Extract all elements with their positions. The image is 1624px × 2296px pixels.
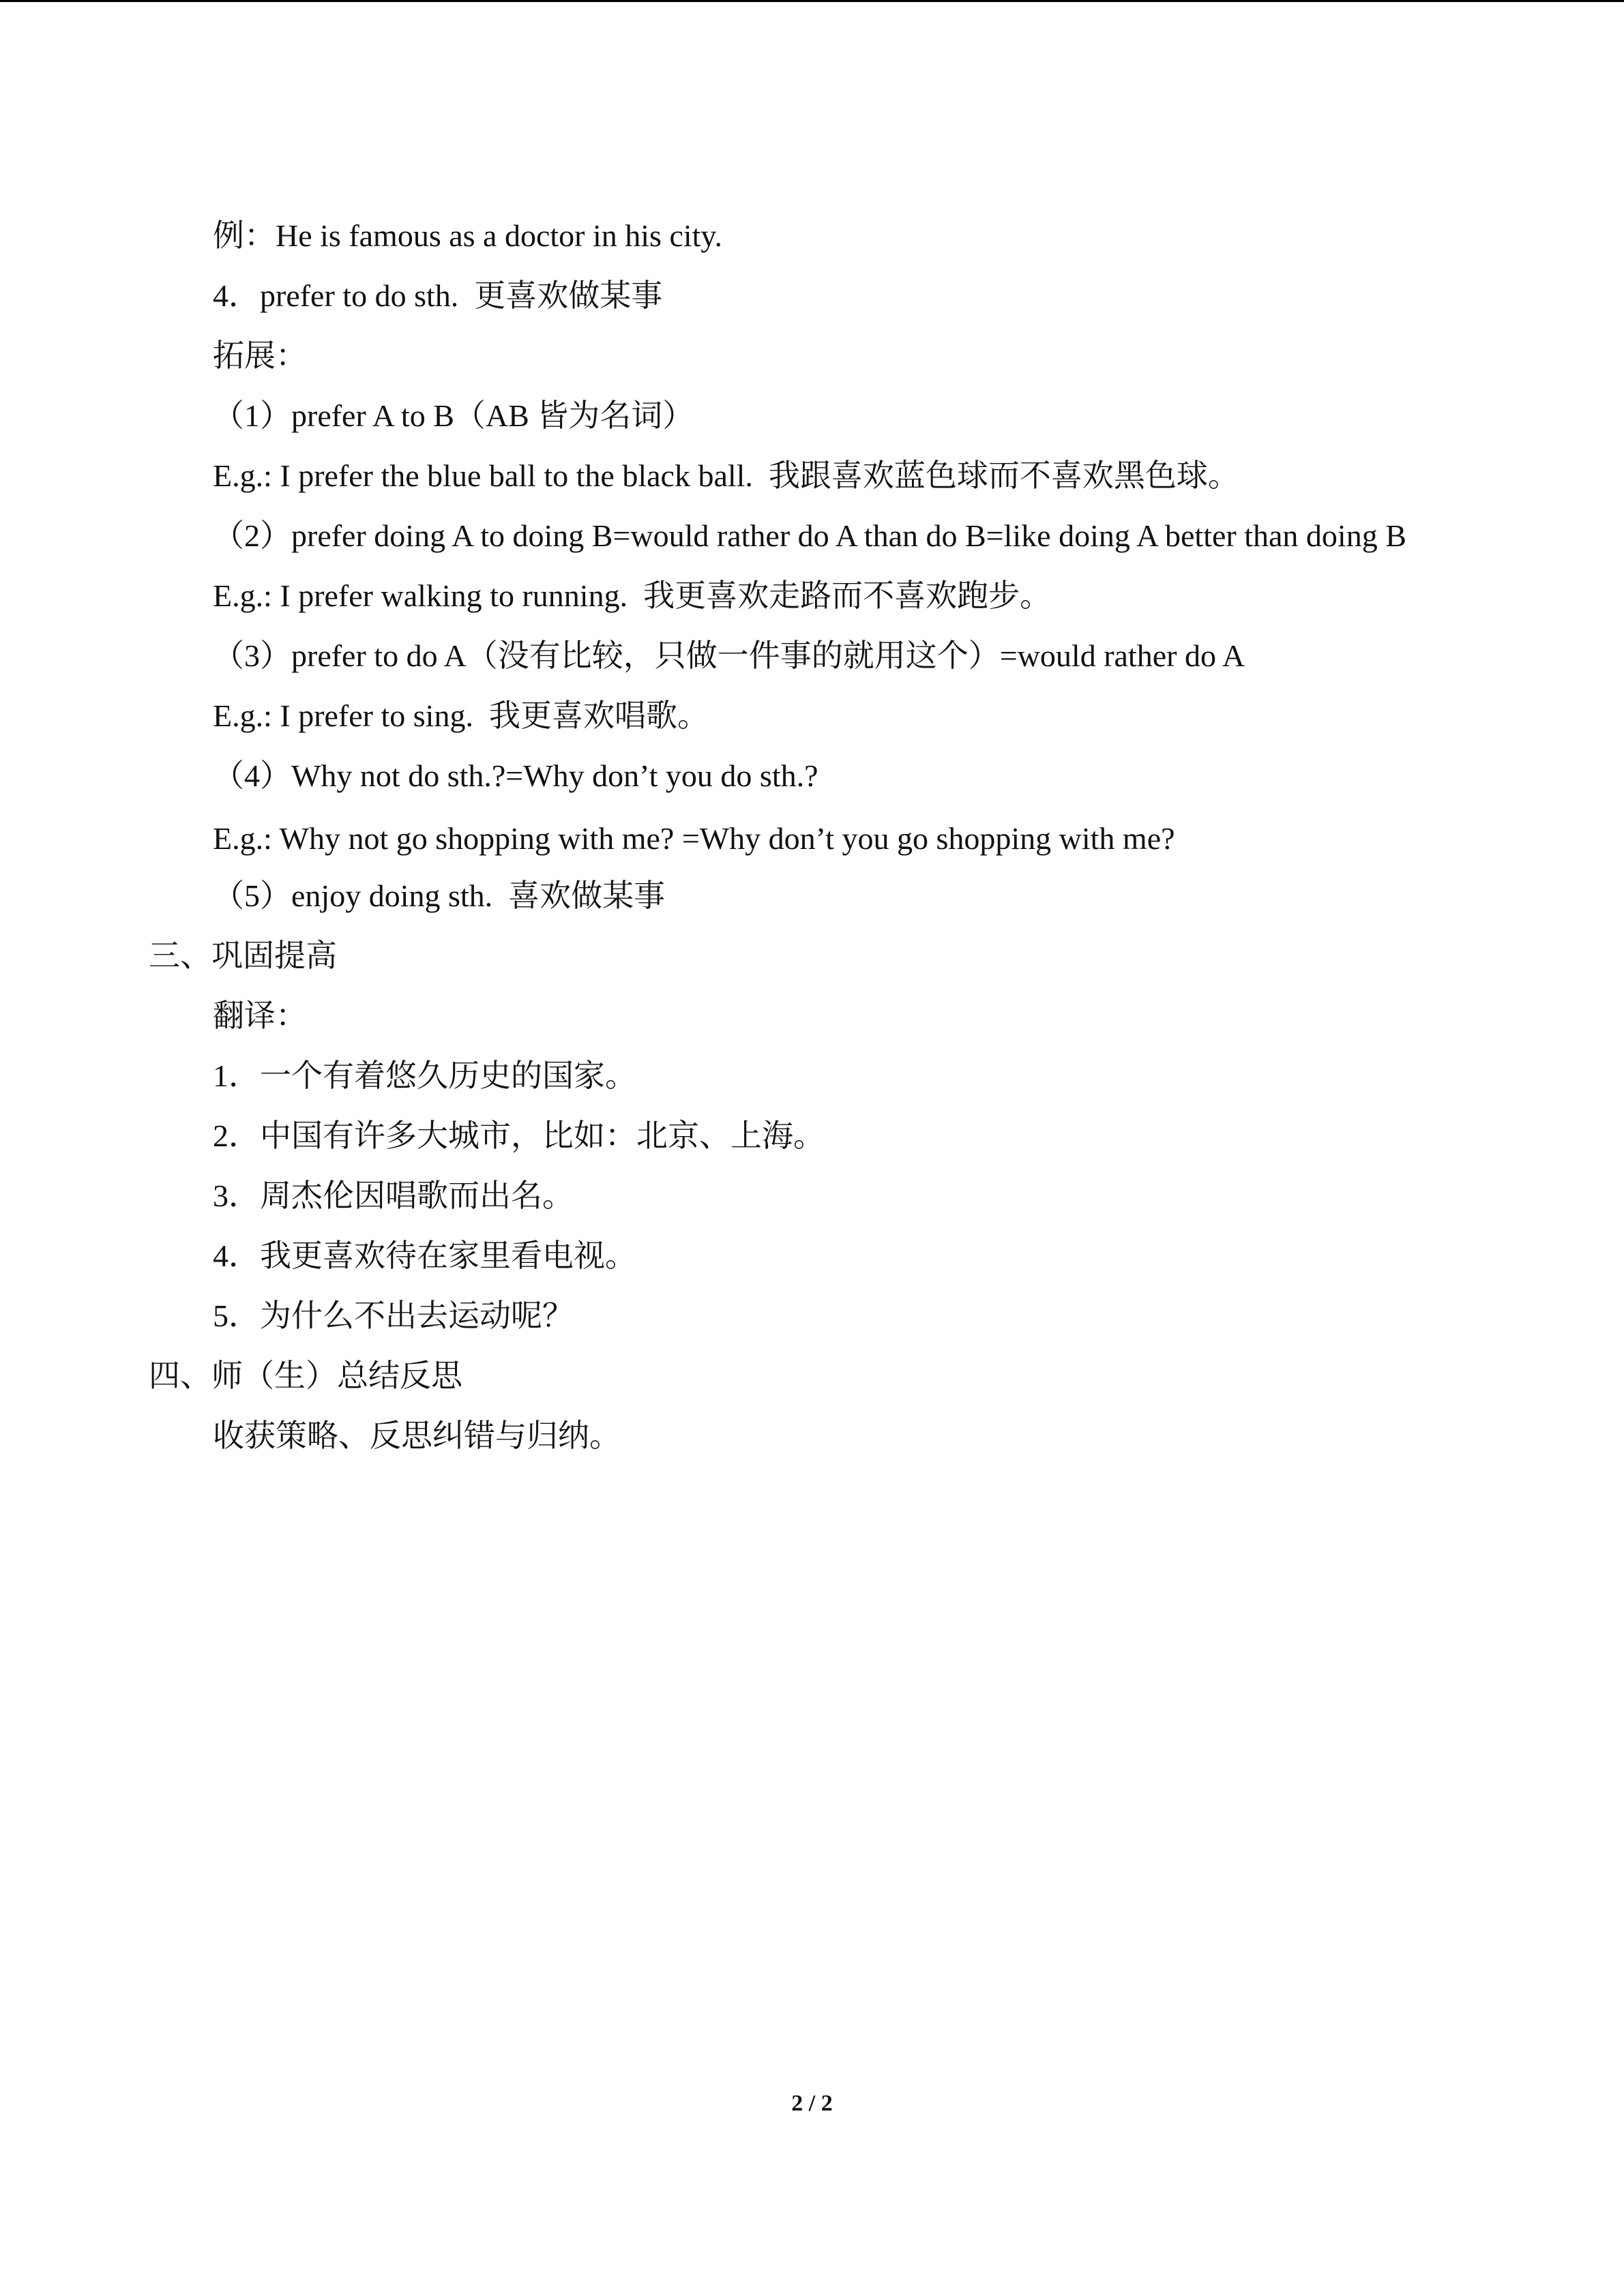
item-4-prefer-to-do: 4．prefer to do sth. 更喜欢做某事 [213, 278, 663, 313]
example-line-4: E.g.: Why not go shopping with me? =Why don’t you go shopping with me? [213, 821, 1175, 856]
translation-item-4: 4．我更喜欢待在家里看电视。 [213, 1238, 636, 1273]
translation-item-1: 1．一个有着悠久历史的国家。 [213, 1058, 636, 1093]
example-line-2: E.g.: I prefer walking to running. 我更喜欢走路而不喜欢跑步。 [213, 578, 1052, 613]
translation-item-5: 5．为什么不出去运动呢？ [213, 1298, 574, 1333]
extension-label: 拓展： [213, 338, 307, 373]
example-line-3: E.g.: I prefer to sing. 我更喜欢唱歌。 [213, 698, 709, 733]
extension-item-2: （2）prefer doing A to doing B=would rather do A than do B=like doing A better than doing B [213, 518, 1406, 553]
example-line-famous: 例：He is famous as a doctor in his city. [213, 218, 722, 253]
section-heading-3: 三、巩固提高 [149, 938, 337, 973]
translation-item-3: 3．周杰伦因唱歌而出名。 [213, 1178, 574, 1213]
extension-item-5: （5）enjoy doing sth. 喜欢做某事 [213, 878, 666, 913]
extension-item-3: （3）prefer to do A（没有比较，只做一件事的就用这个）=would rather do A [213, 638, 1245, 673]
extension-item-1: （1）prefer A to B（AB 皆为名词） [213, 398, 694, 433]
reflection-line: 收获策略、反思纠错与归纳。 [213, 1418, 621, 1453]
section-heading-4: 四、师（生）总结反思 [149, 1358, 462, 1393]
translation-label: 翻译： [213, 998, 307, 1033]
translation-item-2: 2．中国有许多大城市，比如：北京、上海。 [213, 1118, 825, 1153]
extension-item-4: （4）Why not do sth.?=Why don’t you do sth.? [213, 758, 818, 793]
page-number: 2 / 2 [791, 2091, 833, 2116]
example-line-1: E.g.: I prefer the blue ball to the black ball. 我跟喜欢蓝色球而不喜欢黑色球。 [213, 458, 1239, 493]
